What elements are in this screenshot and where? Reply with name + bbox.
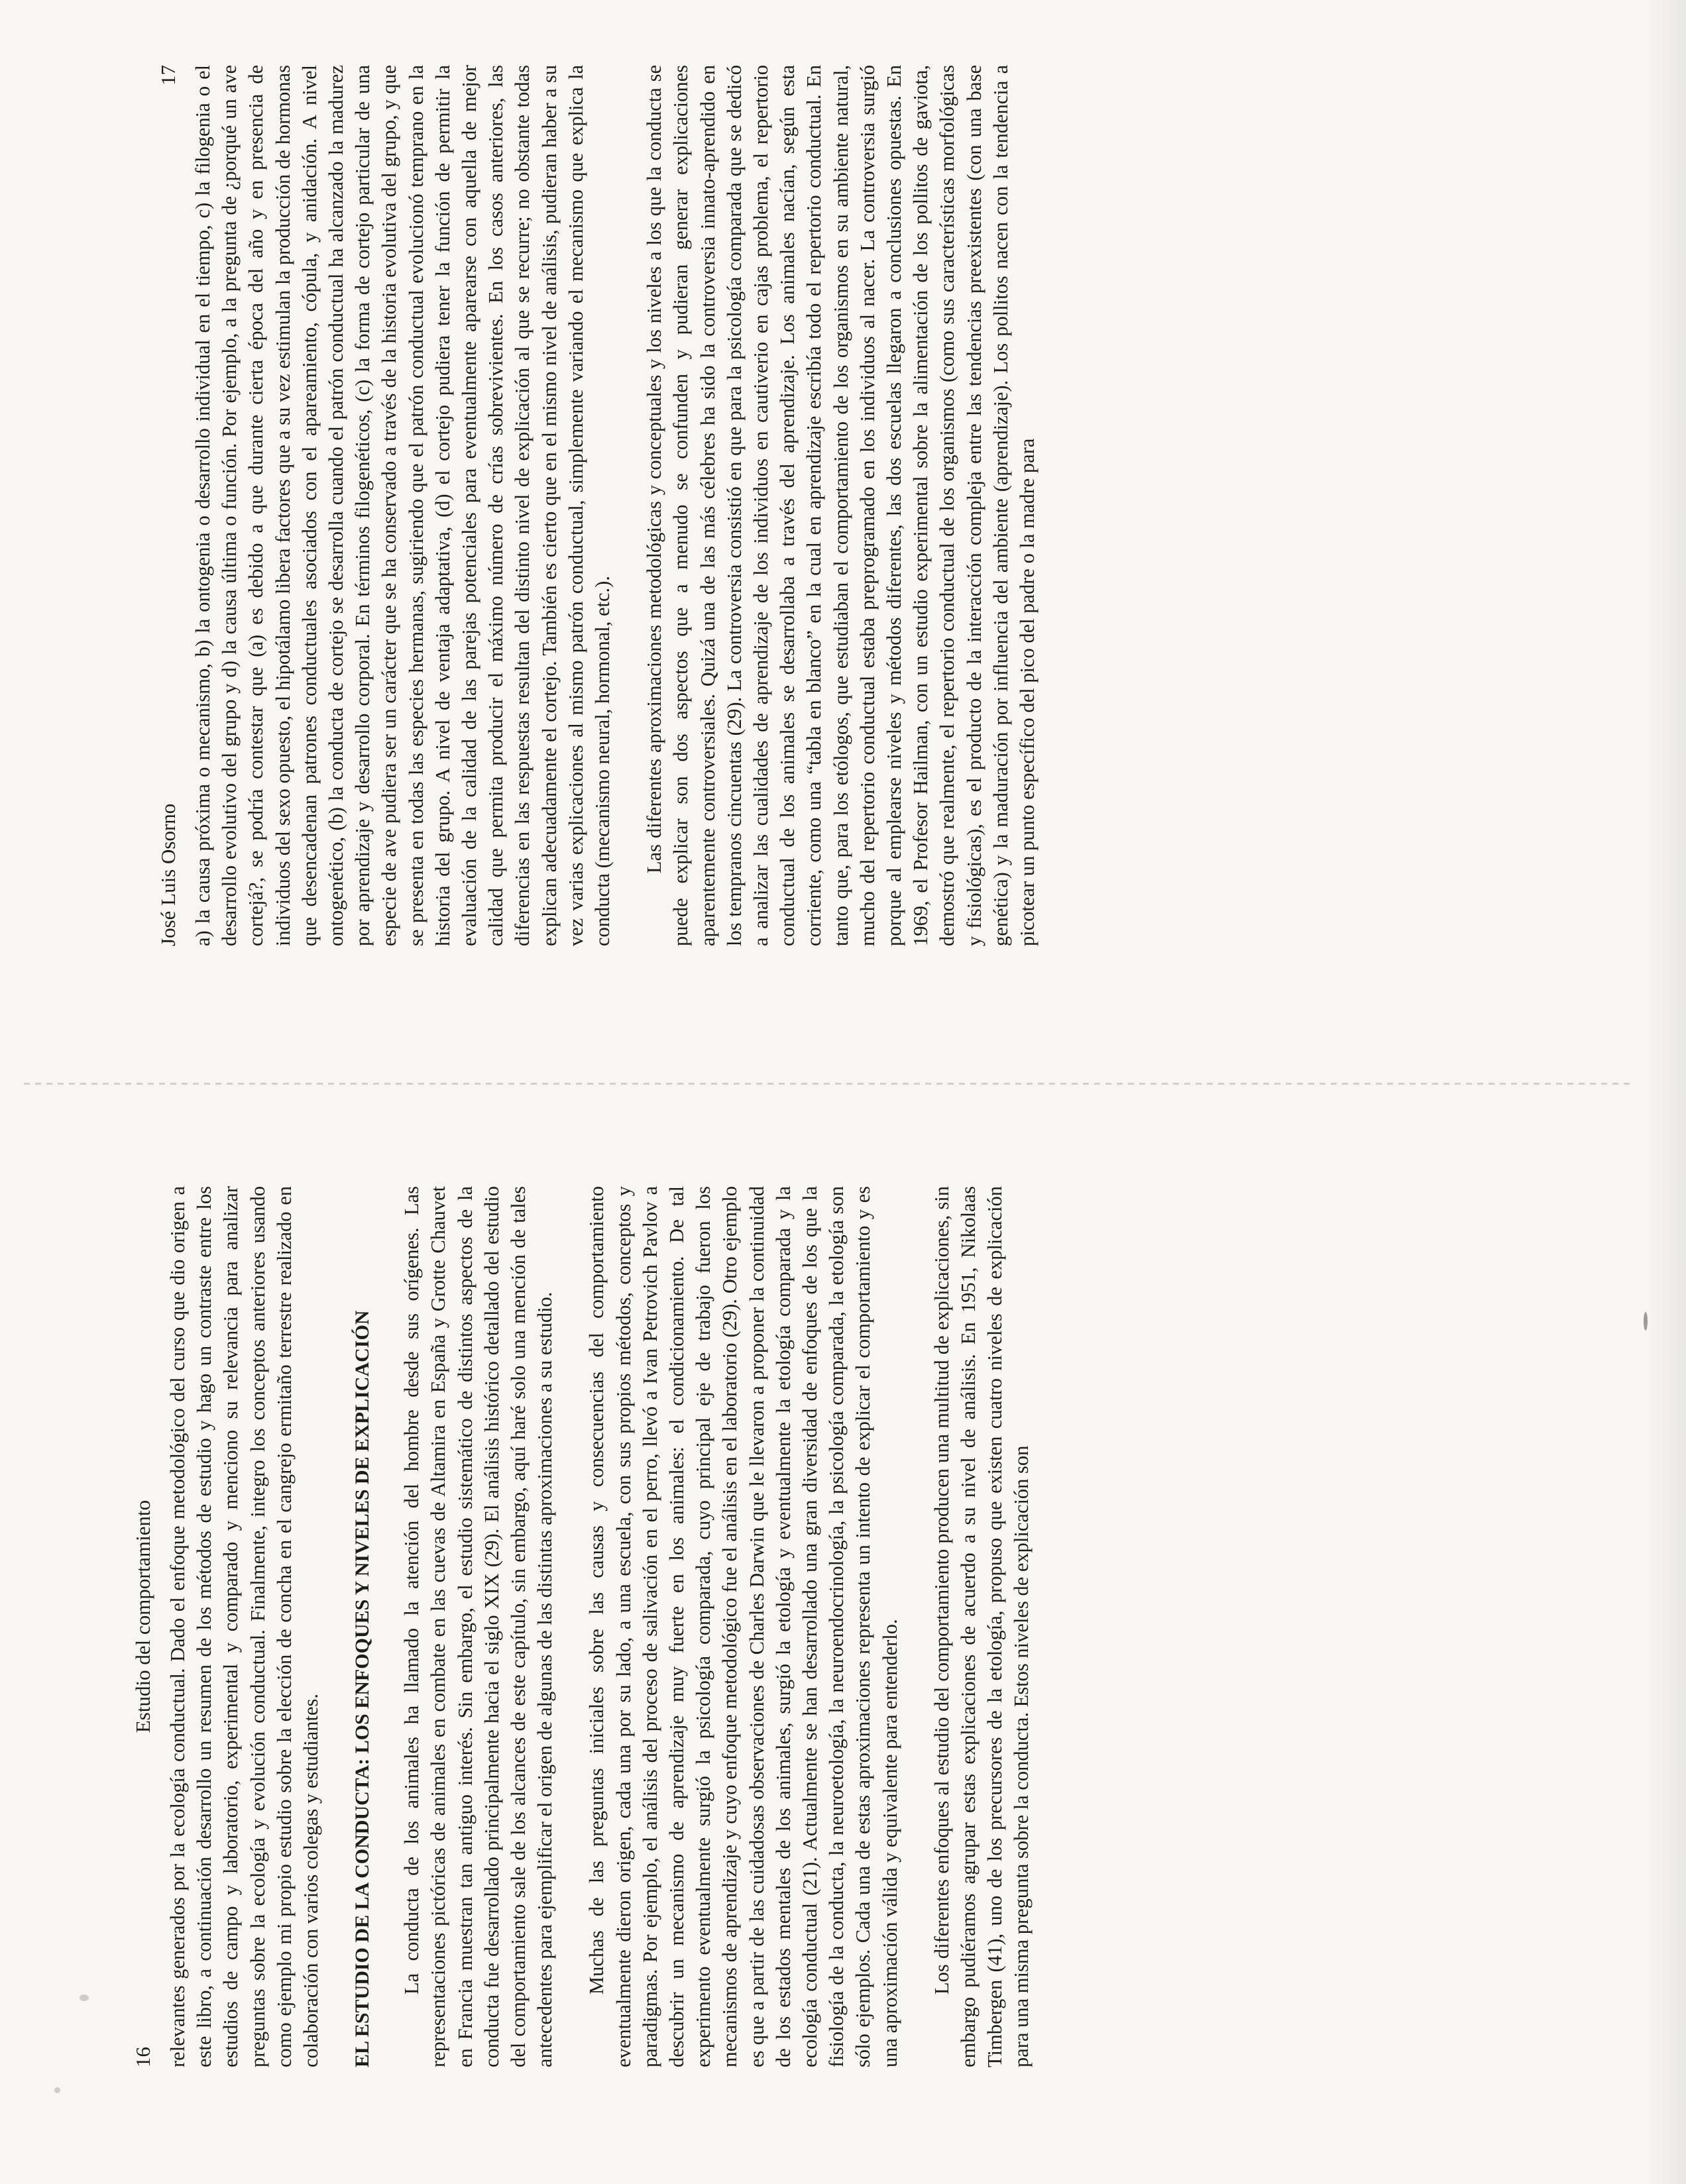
page-header (131, 1186, 155, 2067)
paragraph: La conducta de los animales ha llamado la atención del hombre desde sus orígenes. Las representaciones pictóricas de animales en combate en las cuevas de Altamira en España y Grotte Chauvet en Francia muestran tan antiguo interés. Sin embargo, el estudio sistemático de distintos aspectos de la conducta fue desarrollado principalmente hacia el siglo XIX (29). El análisis histórico detallado del estudio del comportamiento sale de los alcances de este capítulo, sin embargo, aquí haré solo una mención de tales antecedentes para ejemplificar el origen de algunas de las distintas aproximaciones a su estudio. (400, 1186, 557, 2067)
header-author: José Luis Osorno (156, 803, 180, 946)
paragraph: relevantes generados por la ecología conductual. Dado el enfoque metodológico del curso que dio origen a este libro, a continuación desarrollo un resumen de los métodos de estudio y hago un contraste entre los estudios de campo y laboratorio, experimental y comparado y menciono su relevancia para analizar preguntas sobre la ecología y evolución conductual. Finalmente, integro los conceptos anteriores usando como ejemplo mi propio estudio sobre la elección de concha en el cangrejo ermitaño terrestre realizado en colaboración con varios colegas y estudiantes. (166, 1186, 323, 2067)
scan-speck (54, 2087, 60, 2093)
page-16 (131, 1186, 1596, 2067)
page-17 (156, 65, 1502, 946)
paragraph: Los diferentes enfoques al estudio del comportamiento producen una multitud de explicaciones, sin embargo pudiéramos agrupar estas explicaciones de acuerdo a su nivel de análisis. En 1951, Nikolaas Timbergen (41), uno de los precursores de la etología, propuso que existen cuatro niveles de explicación para una misma pregunta sobre la conducta. Estos niveles de explicación son (930, 1186, 1033, 2067)
page-number: 16 (131, 2047, 154, 2067)
section-heading: EL ESTUDIO DE LA CONDUCTA: LOS ENFOQUES Y NIVELES DE EXPLICACIÓN (351, 1310, 374, 2067)
scan-speck (1644, 1312, 1648, 1331)
paragraph: a) la causa próxima o mecanismo, b) la ontogenia o desarrollo individual en el tiempo, c) la filogenia o el desarrollo evolutivo del grupo y d) la causa última o función. Por ejemplo, a la pregunta de ¿porqué un ave cortejá?, se podría contestar que (a) es debido a que durante cierta época del año y en presencia de individuos del sexo opuesto, el hipotálamo libera factores que a su vez estimulan la producción de hormonas que desencadenan patrones conductuales asociados con el apareamiento, cópula, y anidación. A nivel ontogenético, (b) la conducta de cortejo se desarrolla cuando el patrón conductual ha alcanzado la madurez por aprendizaje y desarrollo corporal. En términos filogenéticos, (c) la forma de cortejo particular de una especie de ave pudiera ser un carácter que se ha conservado a través de la historia evolutiva del grupo, y que se presenta en todas las especies hermanas, sugiriendo que el patrón conductual evolucionó temprano en la historia del grupo. A nivel de ventaja adaptativa, (d) el cortejo pudiera tener la función de permitir la evaluación de la calidad de las parejas potenciales para eventualmente aparearse con aquella de mejor calidad que permita producir el máximo número de crías sobrevivientes. En los casos anteriores, las diferencias en las respuestas resultan del distinto nivel de explicación al que se recurre; no obstante todas explican adecuadamente el cortejo. También es cierto que en el mismo nivel de análisis, pudieran haber a su vez varias explicaciones al mismo patrón conductual, simplemente variando el mecanismo que explica la conducta (mecanismo neural, hormonal, etc.). (192, 65, 614, 946)
page-fold-line (24, 1083, 1634, 1085)
page-body (190, 65, 1040, 946)
header-title: Estudio del comportamiento (131, 1500, 154, 1733)
scan-speck (80, 1994, 89, 2001)
paragraph: Las diferentes aproximaciones metodológicas y conceptuales y los niveles a los que la conducta se puede explicar son dos aspectos que a menudo se confunden y pudieran generar explicaciones aparentemente controversiales. Quizá una de las más célebres ha sido la controversia innato-aprendido en los tempranos cincuentas (29). La controversia consistió en que para la psicología comparada que se dedicó a analizar las cualidades de aprendizaje de los individuos en cautiverio en cajas problema, el repertorio conductual de los animales se desarrollaba a través del aprendizaje. Los animales nacían, según esta corriente, como una “tabla en blanco” en la cual en aprendizaje escribía todo el repertorio conductual. En tanto que, para los etólogos, que estudiaban el comportamiento de los organismos en su ambiente natural, mucho del repertorio conductual estaba preprogramado en los individuos al nacer. La controversia surgió porque al emplearse niveles y métodos diferentes, las dos escuelas llegaron a conclusiones opuestas. En 1969, el Profesor Hailman, con un estudio experimental sobre la alimentación de los pollitos de gaviota, demostró que realmente, el repertorio conductual de los organismos (como sus características morfológicas y fisiológicas), es el producto de la interacción compleja entre las tendencias preexistentes (con una base genética) y la maduración por influencia del ambiente (aprendizaje). Los pollitos nacen con la tendencia a picotear un punto específico del pico del padre o la madre para (643, 65, 1039, 946)
paragraph: Muchas de las preguntas iniciales sobre las causas y consecuencias del comportamiento eventualmente dieron origen, cada una por su lado, a una escuela, con sus propios métodos, conceptos y paradigmas. Por ejemplo, el análisis del proceso de salivación en el perro, llevó a Ivan Petrovich Pavlov a descubrir un mecanismo de aprendizaje muy fuerte en los animales: el condicionamiento. De tal experimento eventualmente surgió la psicología comparada, cuyo principal eje de trabajo fueron los mecanismos de aprendizaje y cuyo enfoque metodológico fue el análisis en el laboratorio (29). Otro ejemplo es que a partir de las cuidadosas observaciones de Charles Darwin que le llevaron a proponer la continuidad de los estados mentales de los animales, surgió la etología y eventualmente la etología comparada y la ecología conductual (21). Actualmente se han desarrollado una gran diversidad de enfoques de los que la fisiología de la conducta, la neuroetología, la neuroendocrinología, la psicología comparada, la etología son sólo ejemplos. Cada una de estas aproximaciones representa un intento de explicar el comportamiento y es una aproximación válida y equivalente para entenderlo. (585, 1186, 901, 2067)
paper-edge-shadow (1646, 0, 1686, 2184)
page-body (164, 1186, 1035, 2067)
page-header (156, 65, 180, 946)
page-number: 17 (156, 65, 180, 85)
